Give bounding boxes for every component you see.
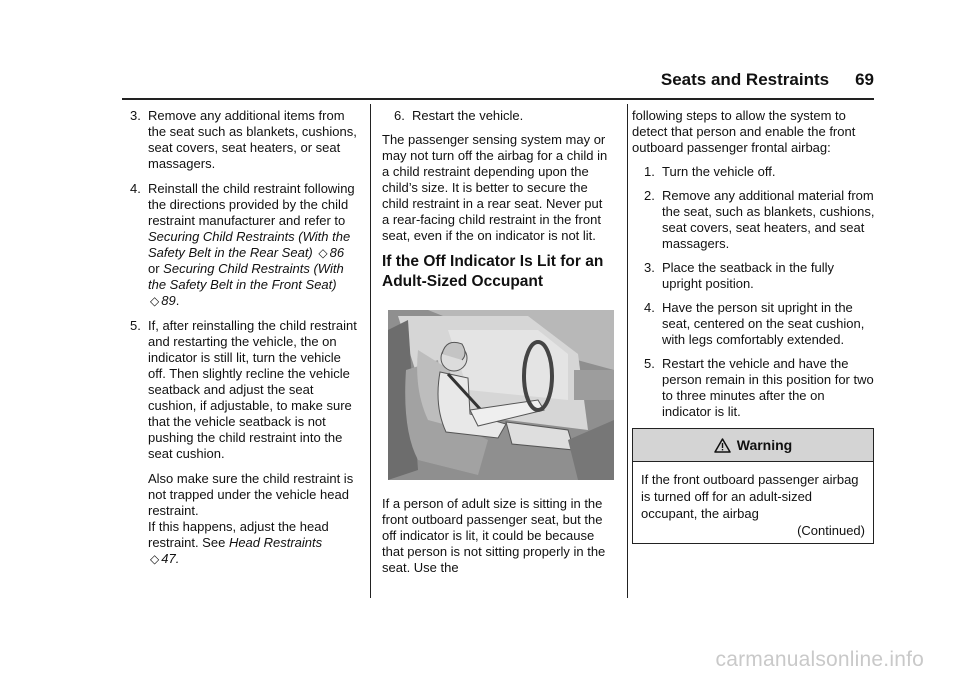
step-number: 4. bbox=[644, 300, 655, 315]
list-item bbox=[632, 188, 876, 252]
cross-reference-link[interactable]: Securing Child Restraints (With the Safety Belt in the Rear Seat) bbox=[148, 229, 351, 260]
step-text: Remove any additional items from the seat such as blankets, cushions, seat covers, seat heaters, or seat massagers. bbox=[148, 108, 357, 171]
column-3 bbox=[632, 108, 876, 544]
adult-occupant-illustration bbox=[388, 310, 614, 480]
body-paragraph: following steps to allow the system to detect that person and enable the front outboard passenger frontal airbag: bbox=[632, 108, 856, 155]
step-text: Remove any additional material from the seat, such as blankets, cushions, seat covers, seat heaters, and seat massagers. bbox=[662, 188, 875, 251]
section-heading: If the Off Indicator Is Lit for an Adult-Sized Occupant bbox=[382, 253, 604, 290]
column-divider-1 bbox=[370, 104, 371, 598]
step-number: 1. bbox=[644, 164, 655, 179]
cross-reference-link[interactable]: Securing Child Restraints (With the Safety Belt in the Front Seat) bbox=[148, 261, 344, 292]
step-5 bbox=[130, 318, 358, 462]
step-5-note: Also make sure the child restraint is not trapped under the vehicle head restraint. If this happens, adjust the head restraint. See Head Restraints ◇ 47. bbox=[148, 471, 354, 566]
step-text: Restart the vehicle and have the person remain in this position for two to three minutes after the on indicator is lit. bbox=[662, 356, 874, 419]
step-number: 4. bbox=[130, 181, 141, 196]
step-number: 3. bbox=[644, 260, 655, 275]
reference-arrow-icon: ◇ bbox=[150, 552, 160, 566]
list-item bbox=[632, 260, 876, 292]
body-paragraph: The passenger sensing system may or may not turn off the airbag for a child in a child restraint depending upon the child’s size. It is better to secure the child restraint in a rear seat. Never put a rear-facing child restraint in the front seat, even if the on indicator is not lit. bbox=[382, 132, 608, 243]
step-text: If, after reinstalling the child restraint and restarting the vehicle, the on indicator is still lit, turn the vehicle off. Then slightly recline the vehicle seatback and adjust the seat cushion, if adjustable, to make sure that the vehicle seatback is not pushing the child restraint into the seat cushion. bbox=[148, 318, 357, 461]
step-3 bbox=[130, 108, 358, 172]
warning-triangle-icon bbox=[714, 438, 731, 453]
list-item bbox=[632, 164, 876, 180]
page-header bbox=[661, 70, 874, 90]
body-paragraph: If a person of adult size is sitting in the front outboard passenger seat, but the off indicator is lit, it could be because that person is not sitting properly in the seat. Use the bbox=[382, 496, 606, 575]
column-2 bbox=[382, 108, 612, 584]
warning-title: Warning bbox=[736, 437, 793, 453]
step-text: Have the person sit upright in the seat, centered on the seat cushion, with legs comfortably extended. bbox=[662, 300, 865, 347]
column-divider-2 bbox=[627, 104, 628, 598]
continued-label: (Continued) bbox=[797, 523, 865, 538]
step-4 bbox=[130, 181, 358, 309]
step-text: Turn the vehicle off. bbox=[662, 164, 776, 179]
step-number: 5. bbox=[130, 318, 141, 333]
reference-arrow-icon: ◇ bbox=[318, 246, 328, 260]
step-text: Place the seatback in the fully upright position. bbox=[662, 260, 834, 291]
column-1 bbox=[130, 108, 358, 575]
step-number: 6. bbox=[394, 108, 405, 123]
step-text: Reinstall the child restraint following the directions provided by the child restraint manufacturer and refer to Securing Child Restraints (With the Safety Belt in the Rear Seat) ◇ 86 or Securing Child Restraints (With the Safety Belt in the Front Seat) ◇ 89. bbox=[148, 181, 355, 308]
list-item bbox=[632, 300, 876, 348]
header-rule bbox=[122, 98, 874, 100]
warning-box bbox=[632, 428, 874, 544]
step-number: 2. bbox=[644, 188, 655, 203]
step-number: 5. bbox=[644, 356, 655, 371]
cross-reference-link[interactable]: Head Restraints bbox=[228, 535, 323, 550]
step-6 bbox=[382, 108, 612, 124]
warning-body bbox=[633, 462, 873, 543]
page-number: 69 bbox=[855, 70, 874, 89]
reference-arrow-icon: ◇ bbox=[150, 294, 160, 308]
step-text: Restart the vehicle. bbox=[412, 108, 524, 123]
step-number: 3. bbox=[130, 108, 141, 123]
warning-header bbox=[633, 429, 873, 462]
warning-text: If the front outboard passenger airbag is turned off for an adult-sized occupant, the airbag bbox=[641, 472, 859, 521]
page-reference[interactable]: 47. bbox=[161, 551, 180, 566]
section-title: Seats and Restraints bbox=[660, 70, 830, 89]
watermark: carmanualsonline.info bbox=[715, 648, 924, 671]
page-reference[interactable]: 86 bbox=[329, 245, 345, 260]
list-item bbox=[632, 356, 876, 420]
page-reference[interactable]: 89 bbox=[161, 293, 176, 308]
